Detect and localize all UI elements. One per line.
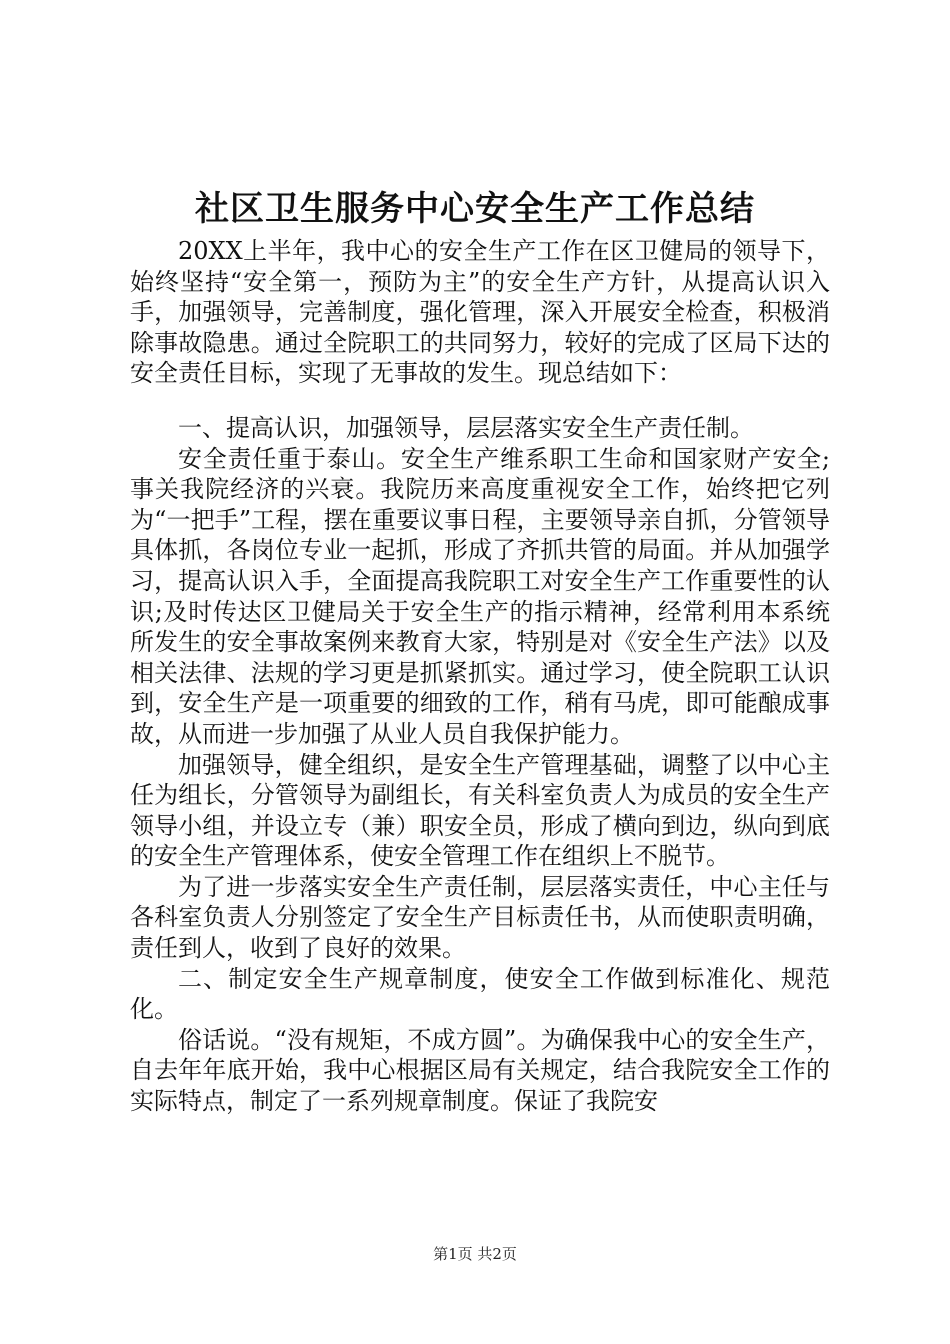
- body-paragraph: 俗话说。“没有规矩，不成方圆”。为确保我中心的安全生产，自去年年底开始，我中心根据区局有关规定，结合我院安全工作的实际特点，制定了一系列规章制度。保证了我院安: [130, 1025, 830, 1116]
- body-paragraph: 为了进一步落实安全生产责任制，层层落实责任，中心主任与各科室负责人分别签定了安全生产目标责任书，从而使职责明确，责任到人，收到了良好的效果。: [130, 872, 830, 963]
- intro-paragraph: 20XX上半年，我中心的安全生产工作在区卫健局的领导下，始终坚持“安全第一，预防为主”的安全生产方针，从提高认识入手，加强领导，完善制度，强化管理，深入开展安全检查，积极消除事故隐患。通过全院职工的共同努力，较好的完成了区局下达的安全责任目标，实现了无事故的发生。现总结如下：: [130, 237, 830, 388]
- document-title: 社区卫生服务中心安全生产工作总结: [195, 189, 755, 229]
- section-heading-2: 二、制定安全生产规章制度，使安全工作做到标准化、规范化。: [130, 964, 830, 1024]
- page-footer: 第1页 共2页: [433, 1245, 517, 1263]
- document-body: [130, 236, 830, 1117]
- body-paragraph: 加强领导，健全组织，是安全生产管理基础，调整了以中心主任为组长，分管领导为副组长，有关科室负责人为成员的安全生产领导小组，并设立专（兼）职安全员，形成了横向到边，纵向到底的安全生产管理体系，使安全管理工作在组织上不脱节。: [130, 750, 830, 871]
- body-paragraph: 安全责任重于泰山。安全生产维系职工生命和国家财产安全;事关我院经济的兴衰。我院历来高度重视安全工作，始终把它列为“一把手”工程，摆在重要议事日程，主要领导亲自抓，分管领导具体抓，各岗位专业一起抓，形成了齐抓共管的局面。并从加强学习，提高认识入手，全面提高我院职工对安全生产工作重要性的认识;及时传达区卫健局关于安全生产的指示精神，经常利用本系统所发生的安全事故案例来教育大家，特别是对《安全生产法》以及相关法律、法规的学习更是抓紧抓实。通过学习，使全院职工认识到，安全生产是一项重要的细致的工作，稍有马虎，即可能酿成事故，从而进一步加强了从业人员自我保护能力。: [130, 444, 830, 748]
- section-heading-1: 一、提高认识，加强领导，层层落实安全生产责任制。: [178, 413, 754, 442]
